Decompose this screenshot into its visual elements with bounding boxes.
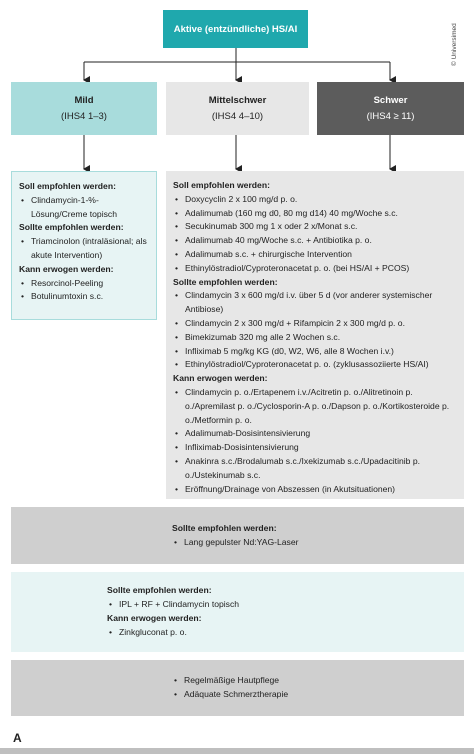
list-item: • Regelmäßige Hautpflege (172, 674, 464, 688)
severity-severe-title: Schwer (373, 94, 408, 106)
ms-should-heading: Soll empfohlen werden: (173, 180, 270, 190)
list-item: • Bimekizumab 320 mg alle 2 Wochen s.c. (173, 331, 458, 345)
bottom-divider (0, 748, 474, 754)
list-item: • Doxycyclin 2 x 100 mg/d p. o. (173, 193, 458, 207)
list-item: • Secukinumab 300 mg 1 x oder 2 x/Monat s.c. (173, 220, 458, 234)
mild-can-heading: Kann erwogen werden: (19, 263, 114, 274)
list-item: • Botulinumtoxin s.c. (19, 290, 150, 304)
list-item: • IPL + RF + Clindamycin topisch (107, 598, 464, 612)
severity-moderate-sub: (IHS4 4–10) (211, 110, 264, 122)
list-item: • Infliximab 5 mg/kg KG (d0, W2, W6, alle 8 Wochen i.v.) (173, 345, 458, 359)
list-item: • Adäquate Schmerztherapie (172, 688, 464, 702)
mild-should-heading: Soll empfohlen werden: (19, 181, 116, 191)
list-item: • Adalimumab s.c. + chirurgische Intervention (173, 248, 458, 262)
list-item: • Resorcinol-Peeling (19, 277, 150, 291)
list-item: • Triamcinolon (intraläsional; als akute Intervention) (19, 235, 150, 263)
ms-shouldbe-heading: Sollte empfohlen werden: (173, 276, 278, 287)
severity-mild-sub: (IHS4 1–3) (61, 110, 107, 122)
ipl-heading-can: Kann erwogen werden: (107, 613, 202, 623)
list-item: • Clindamycin 2 x 300 mg/d + Rifampicin 2 x 300 mg/d p. o. (173, 317, 458, 331)
top-node-label: Aktive (entzündliche) HS/AI (173, 23, 298, 35)
severity-severe-sub: (IHS4 ≥ 11) (366, 110, 415, 122)
panel-label: A (13, 731, 22, 745)
mild-shouldbe-heading: Sollte empfohlen werden: (19, 222, 124, 233)
list-item: • Zinkgluconat p. o. (107, 626, 464, 640)
list-item: • Eröffnung/Drainage von Abszessen (in Akutsituationen) (173, 483, 458, 497)
moderate-severe-recommendations (166, 171, 464, 499)
list-item: • Adalimumab-Dosisintensivierung (173, 427, 458, 441)
list-item: • Infliximab-Dosisintensivierung (173, 441, 458, 455)
laser-heading: Sollte empfohlen werden: (172, 522, 277, 533)
care-band (11, 660, 464, 716)
severity-severe (317, 82, 464, 135)
severity-moderate (166, 82, 309, 135)
severity-mild (11, 82, 157, 135)
list-item: • Clindamycin 3 x 600 mg/d i.v. über 5 d (vor anderer systemischer Antibiose) (173, 289, 458, 317)
mild-recommendations (11, 171, 157, 320)
list-item: • Adalimumab 40 mg/Woche s.c. + Antibiotika p. o. (173, 234, 458, 248)
list-item: • Adalimumab (160 mg d0, 80 mg d14) 40 mg/Woche s.c. (173, 207, 458, 221)
list-item: • Clindamycin-1-%-Lösung/Creme topisch (19, 194, 150, 222)
ipl-band (11, 572, 464, 652)
list-item: • Clindamycin p. o./Ertapenem i.v./Acitretin p. o./Alitretinoin p. o./Apremilast p. o./Cyclosporin-A p. o./Dapson p. o./Kortikosteroide p. o./Metformin p. o. (173, 386, 458, 427)
severity-moderate-title: Mittelschwer (208, 94, 267, 106)
list-item: • Ethinylöstradiol/Cyproteronacetat p. o. (zyklusassoziierte HS/AI) (173, 358, 458, 372)
ipl-heading-should: Sollte empfohlen werden: (107, 585, 212, 596)
list-item: • Lang gepulster Nd:YAG-Laser (172, 536, 464, 550)
list-item: • Anakinra s.c./Brodalumab s.c./Ixekizumab s.c./Upadacitinib p. o./Ustekinumab s.c. (173, 455, 458, 483)
severity-mild-title: Mild (74, 94, 94, 106)
top-node-active-hs (163, 10, 308, 48)
laser-band (11, 507, 464, 564)
list-item: • Ethinylöstradiol/Cyproteronacetat p. o. (bei HS/AI + PCOS) (173, 262, 458, 276)
copyright-note: © Universimed (451, 23, 458, 66)
ms-can-heading: Kann erwogen werden: (173, 373, 268, 384)
